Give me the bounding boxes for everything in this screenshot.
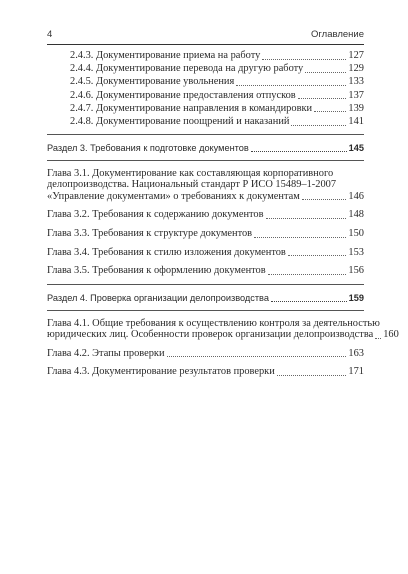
page-header bbox=[47, 29, 364, 43]
toc-entry-page: 160 bbox=[383, 329, 399, 341]
toc-entry-text: Глава 3.2. Требования к содержанию документов bbox=[47, 209, 264, 221]
toc-entry-page: 163 bbox=[348, 347, 364, 359]
toc-entry-4-1[interactable] bbox=[47, 317, 399, 341]
toc-entry-page: 156 bbox=[348, 265, 364, 277]
toc-entry-text: Глава 3.3. Требования к структуре документов bbox=[47, 227, 253, 239]
toc-entry-3-1[interactable] bbox=[47, 168, 364, 203]
toc-entry-page: 153 bbox=[348, 246, 364, 258]
toc-entry-2-4-6[interactable] bbox=[47, 90, 364, 102]
toc-entry-text: Глава 3.5. Требования к оформлению документов bbox=[47, 265, 266, 277]
toc-entry-page: 127 bbox=[348, 50, 364, 61]
toc-entry-line: Глава 4.1. Общие требования к осуществлению контроля за деятельностью bbox=[47, 317, 380, 329]
toc-entry-page: 141 bbox=[348, 115, 364, 127]
toc-entry-4-2[interactable] bbox=[47, 348, 364, 360]
toc-entry-4-3[interactable] bbox=[47, 366, 364, 378]
leader-dots bbox=[314, 111, 346, 112]
toc-entry-page: 146 bbox=[348, 190, 364, 202]
section-divider bbox=[47, 310, 364, 311]
toc-section-3[interactable] bbox=[47, 142, 364, 154]
toc-entry-text: 2.4.5. Документирование увольнения bbox=[70, 76, 235, 88]
toc-entry-3-2[interactable] bbox=[47, 209, 364, 221]
toc-section-text: Раздел 4. Проверка организации делопроизводства bbox=[47, 292, 269, 303]
leader-dots bbox=[298, 98, 347, 99]
leader-dots bbox=[277, 375, 347, 376]
leader-dots bbox=[268, 274, 347, 275]
toc-entry-3-3[interactable] bbox=[47, 228, 364, 240]
toc-entry-line: делопроизводства. Национальный стандарт Р ИСО 15489–1-2007 bbox=[47, 179, 337, 191]
toc-entry-2-4-5[interactable] bbox=[47, 76, 364, 88]
toc-entry-text: юридических лиц. Особенности проверок организации делопроизводства bbox=[47, 329, 374, 341]
toc-entry-text: 2.4.7. Документирование направления в командировки bbox=[70, 102, 313, 114]
leader-dots bbox=[254, 237, 346, 238]
section-divider bbox=[47, 160, 364, 161]
running-title: Оглавление bbox=[311, 29, 364, 40]
leader-dots bbox=[266, 218, 347, 219]
toc-entry-page: 139 bbox=[348, 102, 364, 114]
toc-entry-page: 133 bbox=[348, 76, 364, 88]
toc-entry-3-4[interactable] bbox=[47, 247, 364, 259]
leader-dots bbox=[288, 255, 347, 256]
toc-section-4[interactable] bbox=[47, 292, 364, 304]
leader-dots bbox=[262, 59, 346, 60]
leader-dots bbox=[271, 301, 347, 302]
toc-entry-3-5[interactable] bbox=[47, 265, 364, 277]
section-divider bbox=[47, 284, 364, 285]
toc-entry-2-4-4[interactable] bbox=[47, 63, 364, 75]
leader-dots bbox=[291, 125, 346, 126]
toc-entry-page: 137 bbox=[348, 89, 364, 101]
toc-entry-last-line bbox=[47, 329, 399, 341]
toc-entry-text: 2.4.4. Документирование перевода на другую работу bbox=[70, 63, 304, 75]
toc-entry-2-4-7[interactable] bbox=[47, 103, 364, 115]
toc-entry-2-4-3[interactable] bbox=[47, 50, 364, 62]
leader-dots bbox=[251, 151, 347, 152]
toc-entry-text: Глава 4.2. Этапы проверки bbox=[47, 347, 165, 359]
table-of-contents bbox=[47, 50, 399, 385]
header-rule bbox=[47, 44, 364, 45]
toc-entry-page: 148 bbox=[348, 209, 364, 221]
toc-section-text: Раздел 3. Требования к подготовке документов bbox=[47, 142, 249, 153]
toc-entry-page: 129 bbox=[348, 63, 364, 75]
leader-dots bbox=[167, 356, 347, 357]
toc-entry-text: 2.4.3. Документирование приема на работу bbox=[70, 50, 261, 61]
leader-dots bbox=[305, 72, 346, 73]
toc-section-page: 145 bbox=[348, 142, 364, 153]
toc-entry-line: Глава 3.1. Документирование как составляющая корпоративного bbox=[47, 167, 334, 179]
toc-entry-page: 171 bbox=[348, 366, 364, 378]
toc-entry-text: 2.4.8. Документирование поощрений и наказаний bbox=[70, 115, 290, 127]
toc-entry-text: Глава 4.3. Документирование результатов проверки bbox=[47, 366, 275, 378]
toc-entry-last-line bbox=[47, 191, 364, 203]
toc-entry-text: 2.4.6. Документирование предоставления отпусков bbox=[70, 89, 296, 101]
toc-entry-page: 150 bbox=[348, 227, 364, 239]
leader-dots bbox=[302, 199, 347, 200]
toc-entry-text: «Управление документами» о требованиях к документам bbox=[47, 190, 300, 202]
toc-entry-text: Глава 3.4. Требования к стилю изложения документов bbox=[47, 246, 286, 258]
toc-entry-2-4-8[interactable] bbox=[47, 116, 364, 128]
page-number: 4 bbox=[47, 29, 53, 40]
leader-dots bbox=[375, 338, 381, 339]
toc-section-page: 159 bbox=[348, 292, 364, 303]
leader-dots bbox=[236, 85, 346, 86]
section-divider bbox=[47, 134, 364, 135]
